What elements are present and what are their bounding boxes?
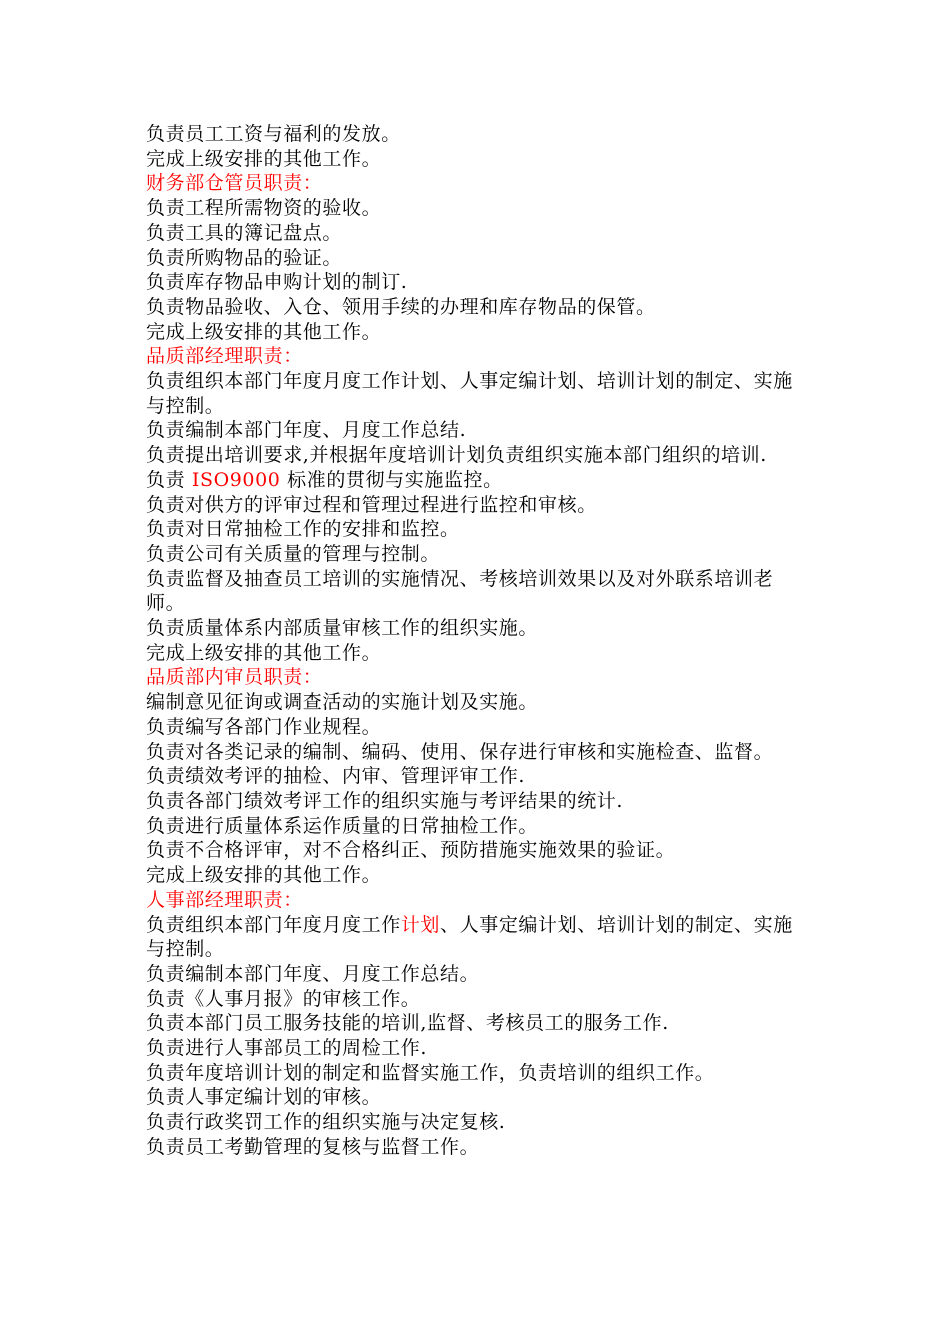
text-segment: 、人事定编计划、培训计划的制定、实施与控制。 xyxy=(146,913,793,961)
document-body xyxy=(146,122,811,1160)
text-line: 负责工程所需物资的验收。 xyxy=(146,197,382,220)
text-line: 完成上级安排的其他工作。 xyxy=(146,147,382,170)
text-line: 负责进行质量体系运作质量的日常抽检工作。 xyxy=(146,814,539,837)
text-line: 负责对各类记录的编制、编码、使用、保存进行审核和实施检查、监督。 xyxy=(146,740,774,763)
text-line: 负责所购物品的验证。 xyxy=(146,246,343,269)
text-line: 负责库存物品申购计划的制订. xyxy=(146,271,408,294)
text-line: 完成上级安排的其他工作。 xyxy=(146,864,382,887)
text-line: 负责对日常抽检工作的安排和监控。 xyxy=(146,518,460,541)
text-line: 负责公司有关质量的管理与控制。 xyxy=(146,542,441,565)
text-segment: 负责 xyxy=(146,468,192,491)
text-line: 负责对供方的评审过程和管理过程进行监控和审核。 xyxy=(146,493,597,516)
text-line: 负责提出培训要求,并根据年度培训计划负责组织实施本部门组织的培训. xyxy=(146,444,767,467)
text-line: 负责本部门员工服务技能的培训,监督、考核员工的服务工作. xyxy=(146,1012,669,1035)
text-line-plan xyxy=(146,913,811,962)
section-heading-warehouse-keeper: 财务部仓管员职责： xyxy=(146,172,323,195)
text-line: 负责年度培训计划的制定和监督实施工作，负责培训的组织工作。 xyxy=(146,1061,715,1084)
text-line: 负责进行人事部员工的周检工作. xyxy=(146,1037,428,1060)
text-line: 负责质量体系内部质量审核工作的组织实施。 xyxy=(146,617,539,640)
text-line: 负责员工考勤管理的复核与监督工作。 xyxy=(146,1135,480,1158)
text-line: 负责工具的簿记盘点。 xyxy=(146,221,343,244)
plan-highlight: 计划 xyxy=(400,913,441,936)
text-line: 负责员工工资与福利的发放。 xyxy=(146,123,401,145)
section-heading-quality-manager: 品质部经理职责： xyxy=(146,345,303,368)
text-line: 负责绩效考评的抽检、内审、管理评审工作. xyxy=(146,765,526,788)
text-line: 负责物品验收、入仓、领用手续的办理和库存物品的保管。 xyxy=(146,295,656,318)
section-heading-hr-manager: 人事部经理职责： xyxy=(146,888,303,911)
text-line: 负责编制本部门年度、月度工作总结. xyxy=(146,419,467,442)
text-line: 负责编写各部门作业规程。 xyxy=(146,715,382,738)
text-line: 完成上级安排的其他工作。 xyxy=(146,320,382,343)
text-line: 完成上级安排的其他工作。 xyxy=(146,641,382,664)
section-heading-internal-auditor: 品质部内审员职责： xyxy=(146,666,323,689)
text-line: 负责编制本部门年度、月度工作总结。 xyxy=(146,962,480,985)
text-line: 负责各部门绩效考评工作的组织实施与考评结果的统计. xyxy=(146,789,624,812)
text-line: 负责人事定编计划的审核。 xyxy=(146,1086,382,1109)
text-line: 编制意见征询或调查活动的实施计划及实施。 xyxy=(146,691,539,714)
text-segment: 标准的贯彻与实施监控。 xyxy=(280,468,503,491)
text-line-iso xyxy=(146,468,811,493)
iso-highlight: ISO9000 xyxy=(191,468,281,491)
text-segment: 负责组织本部门年度月度工作 xyxy=(146,913,401,936)
text-line: 负责组织本部门年度月度工作计划、人事定编计划、培训计划的制定、实施与控制。 xyxy=(146,370,793,417)
text-line: 负责监督及抽查员工培训的实施情况、考核培训效果以及对外联系培训老师。 xyxy=(146,567,774,615)
text-line: 负责行政奖罚工作的组织实施与决定复核. xyxy=(146,1111,506,1134)
text-line: 负责不合格评审，对不合格纠正、预防措施实施效果的验证。 xyxy=(146,839,676,862)
text-line: 负责《人事月报》的审核工作。 xyxy=(146,987,421,1010)
